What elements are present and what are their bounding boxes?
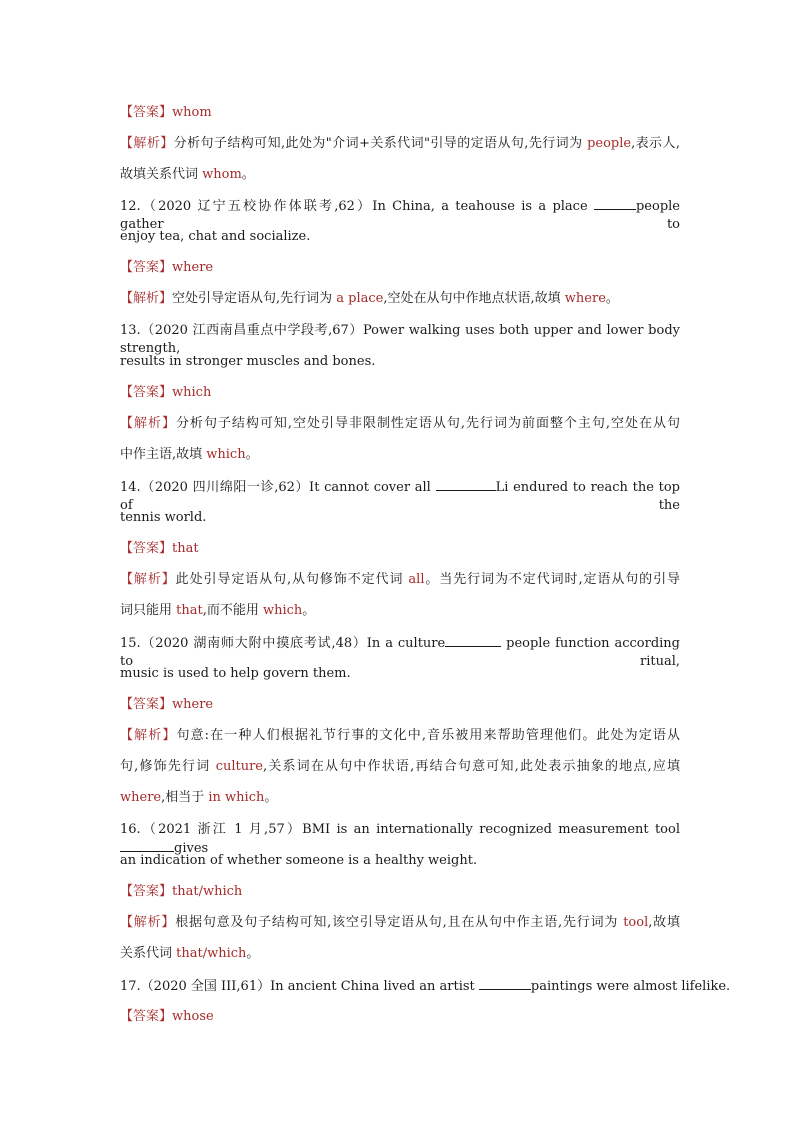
analysis-body [120,603,315,618]
analysis-text: 。 [245,447,259,462]
answer-value: that/which [172,884,243,899]
analysis-text: ,而不能用 [202,603,263,618]
answer-blank [445,634,501,647]
analysis-text: ,关系词在从句中作状语,再结合句意可知,此处表示抽象的地点,应填 [263,759,681,774]
answer-tag: 【答案】 [120,105,173,120]
analysis-text: ,表示人, [631,136,681,151]
highlighted-term: where [120,790,162,805]
analysis-text: 。当先行词为不定代词时,定语从句的引导 [424,572,680,587]
analysis-line-12 [120,290,680,308]
highlighted-term: that [176,603,203,618]
analysis-line-11b [120,166,680,184]
analysis-text: ,故填 [648,915,680,930]
analysis-text: 分析句子结构可知,此处为"介词+关系代词"引导的定语从句,先行词为 [173,136,588,151]
answer-line-11 [120,104,680,122]
analysis-text: 。 [605,291,619,306]
question-13-line2: results in stronger muscles and bones. [120,354,376,369]
analysis-text: 。 [264,790,278,805]
answer-blank [436,478,496,491]
answer-line-16 [120,883,680,901]
question-12-line2: enjoy tea, chat and socialize. [120,229,311,244]
question-15-line2: music is used to help govern them. [120,666,351,681]
question-text: 14.（2020 四川绵阳一诊,62）It cannot cover all [120,480,436,495]
analysis-body [175,915,680,930]
analysis-line-11a [120,135,680,153]
answer-line-15 [120,696,680,714]
analysis-text: ,空处在从句中作地点状语,故填 [383,291,565,306]
highlighted-term: which [206,447,246,462]
analysis-line-13a [120,415,680,433]
analysis-line-16b [120,945,680,963]
analysis-line-14a [120,571,680,589]
question-text: paintings were almost lifelike. [530,979,731,994]
analysis-text: 关系代词 [120,946,177,961]
answer-tag: 【答案】 [120,1009,173,1024]
analysis-body [176,416,680,431]
answer-value: where [172,260,214,275]
analysis-body [120,790,277,805]
question-14-line2: tennis world. [120,510,207,525]
analysis-text: 分析句子结构可知,空处引导非限制性定语从句,先行词为前面整个主句,空处在从句 [175,416,680,431]
analysis-text: 。 [302,603,316,618]
question-text: 16.（2021 浙江 1 月,57）BMI is an internationally recognized measurement tool [120,822,680,837]
answer-tag: 【答案】 [120,884,173,899]
answer-tag: 【答案】 [120,541,173,556]
analysis-body [120,946,259,961]
highlighted-term: people [587,136,632,151]
question-text: 15.（2020 湖南师大附中摸底考试,48）In a culture [120,636,446,651]
question-text: Li endured to reach the top of the [120,480,680,513]
analysis-body [120,447,259,462]
analysis-line-13b [120,446,680,464]
question-text: 17.（2020 全国 III,61）In ancient China lived an artist [120,979,479,994]
highlighted-term: in which [208,790,265,805]
question-16-line2: an indication of whether someone is a healthy weight. [120,853,478,868]
analysis-line-15a [120,727,680,745]
question-text: 12.（2020 辽宁五校协作体联考,62）In China, a teahouse is a place [120,199,594,214]
analysis-text: 故填关系代词 [120,167,203,182]
highlighted-term: which [262,603,303,618]
answer-line-13 [120,384,680,402]
analysis-body [120,167,255,182]
analysis-text: 中作主语,故填 [120,447,207,462]
answer-value: whom [172,105,212,120]
analysis-text: 此处引导定语从句,从句修饰不定代词 [175,572,409,587]
analysis-tag: 【解析】 [120,915,176,930]
highlighted-term: culture [215,759,264,774]
answer-value: whose [172,1009,214,1024]
analysis-tag: 【解析】 [120,728,177,743]
analysis-text: 句意:在一种人们根据礼节行事的文化中,音乐被用来帮助管理他们。此处为定语从 [176,728,680,743]
analysis-body [174,136,680,151]
analysis-tag: 【解析】 [120,416,176,431]
question-text: gives [174,841,209,856]
analysis-body [176,728,680,743]
answer-value: that [172,541,199,556]
answer-tag: 【答案】 [120,260,173,275]
analysis-tag: 【解析】 [120,136,174,151]
analysis-tag: 【解析】 [120,572,176,587]
analysis-tag: 【解析】 [120,291,173,306]
question-text: people function according to ritual, [120,636,680,669]
answer-blank [120,839,174,852]
analysis-text: 词只能用 [120,603,177,618]
analysis-text: 。 [241,167,255,182]
answer-tag: 【答案】 [120,385,173,400]
highlighted-term: a place [336,291,384,306]
analysis-text: 句,修饰先行词 [120,759,216,774]
answer-blank [594,197,636,210]
answer-tag: 【答案】 [120,697,173,712]
answer-line-12 [120,259,680,277]
highlighted-term: tool [623,915,649,930]
question-text: people gather to [120,199,680,232]
answer-line-17 [120,1008,680,1026]
analysis-text: 根据句意及句子结构可知,该空引导定语从句,且在从句中作主语,先行词为 [175,915,624,930]
analysis-line-15b [120,758,680,776]
answer-blank [479,977,531,990]
highlighted-term: whom [202,167,242,182]
highlighted-term: that/which [176,946,247,961]
answer-value: where [172,697,214,712]
analysis-text: 。 [246,946,260,961]
analysis-line-15c [120,789,680,807]
analysis-text: ,相当于 [161,790,209,805]
analysis-body [172,291,619,306]
analysis-text: 空处引导定语从句,先行词为 [172,291,337,306]
analysis-body [176,572,680,587]
question-17-line1 [120,977,731,996]
analysis-line-14b [120,602,680,620]
question-13-line1: 13.（2020 江西南昌重点中学段考,67）Power walking uses both upper and lower body strength, [120,323,680,356]
answer-value: which [172,385,212,400]
analysis-line-16a [120,914,680,932]
analysis-body [120,759,680,774]
answer-line-14 [120,540,680,558]
highlighted-term: all [408,572,425,587]
highlighted-term: where [564,291,606,306]
